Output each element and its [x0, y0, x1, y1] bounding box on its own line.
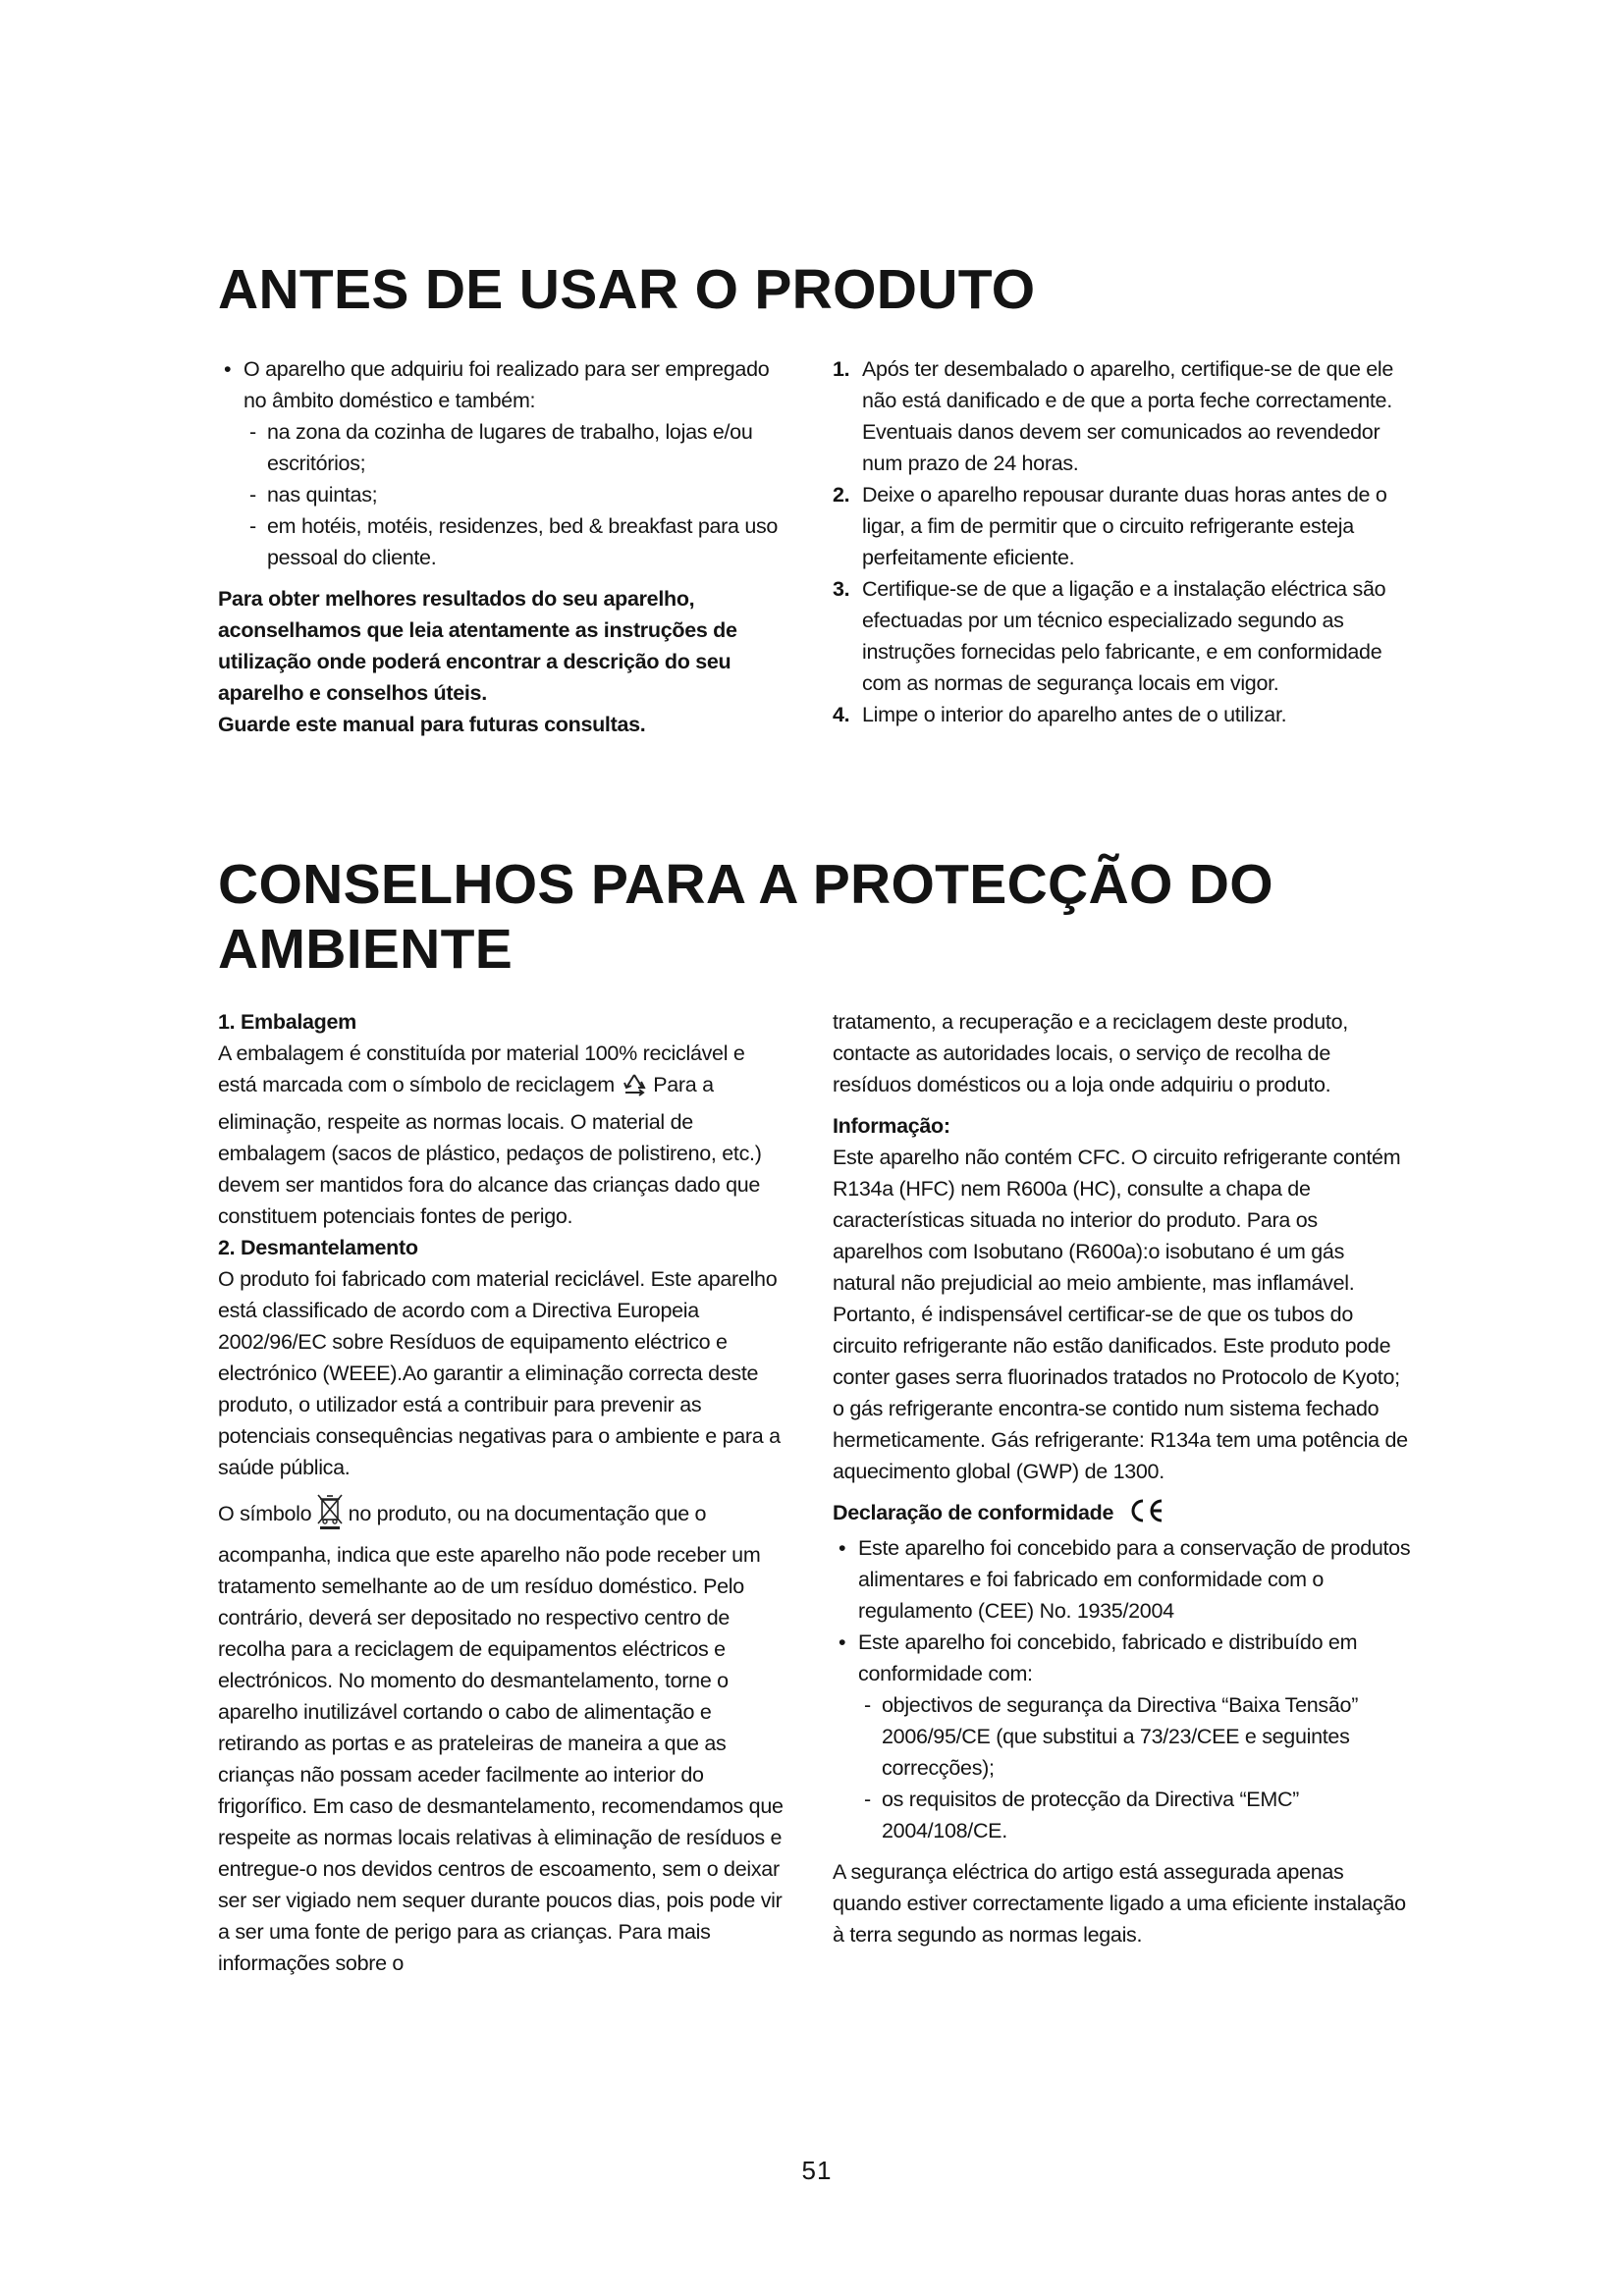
- step-number: 4.: [833, 703, 850, 726]
- dismantling-paragraph: O produto foi fabricado com material reciclável. Este aparelho está classificado de acordo com a Directiva Europeia 2002/96/EC sobre Resíduos de equipamento eléctrico e electrónico (WEEE).Ao garantir a eliminação correcta deste produto, o utilizador está a contribuir para prevenir as potenciais consequências negativas para o ambiente e para a saúde pública.: [218, 1267, 781, 1479]
- conformity-sub-item: - objectivos de segurança da Directiva “Baixa Tensão” 2006/95/CE (que substitui a 73/23/CEE e seguintes correcções);: [858, 1689, 1412, 1784]
- crossed-bin-icon: [317, 1493, 343, 1539]
- weee-text-start: O símbolo: [218, 1502, 312, 1525]
- section1-left-column: [218, 353, 787, 740]
- conformity-heading: Declaração de conformidade: [833, 1501, 1114, 1524]
- section2-right-column: [833, 1006, 1412, 1950]
- info-heading: Informação:: [833, 1114, 950, 1138]
- usage-sub-item: - em hotéis, motéis, residenzes, bed & breakfast para uso pessoal do cliente.: [244, 510, 787, 573]
- usage-intro: • O aparelho que adquiriu foi realizado para ser empregado no âmbito doméstico e também:: [244, 357, 770, 412]
- step-text: Certifique-se de que a ligação e a instalação eléctrica são efectuadas por um técnico especializado segundo as instruções fornecidas pelo fabricante, e em conformidade com as normas de segurança locais em vigor.: [862, 577, 1386, 695]
- conformity-sub-item: - os requisitos de protecção da Directiva “EMC” 2004/108/CE.: [858, 1784, 1412, 1846]
- step-text: Deixe o aparelho repousar durante duas horas antes de o ligar, a fim de permitir que o circuito refrigerante esteja perfeitamente eficiente.: [862, 483, 1387, 569]
- conformity-bullet: • Este aparelho foi concebido para a conservação de produtos alimentares e foi fabricado em conformidade com o regulamento (CEE) No. 1935/2004: [833, 1532, 1412, 1627]
- step-number: 2.: [833, 483, 850, 507]
- step-item: [833, 573, 1412, 699]
- continuation-paragraph: tratamento, a recuperação e a reciclagem deste produto, contacte as autoridades locais, o serviço de recolha de resíduos domésticos ou a loja onde adquiriu o produto.: [833, 1010, 1348, 1096]
- recycle-icon: [621, 1072, 648, 1106]
- electrical-safety-paragraph: A segurança eléctrica do artigo está assegurada apenas quando estiver correctamente ligado a uma eficiente instalação à terra segundo as normas legais.: [833, 1860, 1406, 1947]
- usage-sub-item: - nas quintas;: [244, 479, 787, 510]
- packaging-paragraph: [218, 1038, 787, 1232]
- packaging-text-start: A embalagem é constituída por material 100% reciclável e está marcada com o símbolo de reciclagem: [218, 1041, 745, 1096]
- section2-left-column: [218, 1006, 787, 1979]
- conformity-bullet-text: • Este aparelho foi concebido, fabricado e distribuído em conformidade com:: [858, 1630, 1358, 1685]
- usage-bullet: [218, 353, 787, 573]
- step-item: [833, 699, 1412, 730]
- weee-paragraph: [218, 1493, 787, 1979]
- page-number: 51: [801, 2156, 833, 2185]
- section-title-before-use: ANTES DE USAR O PRODUTO: [218, 258, 1036, 321]
- section-title-environment: CONSELHOS PARA A PROTECÇÃO DO AMBIENTE: [218, 853, 1273, 981]
- step-text: Limpe o interior do aparelho antes de o utilizar.: [862, 703, 1287, 726]
- step-text: Após ter desembalado o aparelho, certifique-se de que ele não está danificado e de que a porta feche correctamente. Eventuais danos devem ser comunicados ao revendedor num prazo de 24 horas.: [862, 357, 1394, 475]
- packaging-heading: 1. Embalagem: [218, 1010, 356, 1034]
- conformity-heading-line: [833, 1497, 1412, 1532]
- ce-mark-icon: [1127, 1498, 1166, 1532]
- dismantling-heading: 2. Desmantelamento: [218, 1236, 418, 1259]
- usage-sub-item: - na zona da cozinha de lugares de trabalho, lojas e/ou escritórios;: [244, 416, 787, 479]
- info-paragraph: Este aparelho não contém CFC. O circuito refrigerante contém R134a (HFC) nem R600a (HC), consulte a chapa de características situada no interior do produto. Para os aparelhos com Isobutano (R600a):o isobutano é um gás natural não prejudicial ao meio ambiente, mas inflamável. Portanto, é indispensável certificar-se de que os tubos do circuito refrigerante não estão danificados. Este produto pode conter gases serra fluorinados tratados no Protocolo de Kyoto; o gás refrigerante encontra-se contido num sistema fechado hermeticamente. Gás refrigerante: R134a tem uma potência de aquecimento global (GWP) de 1300.: [833, 1146, 1408, 1483]
- weee-text-end: no produto, ou na documentação que o acompanha, indica que este aparelho não pode receber um tratamento semelhante ao de um resíduo doméstico. Pelo contrário, deverá ser depositado no respectivo centro de recolha para a reciclagem de equipamentos eléctricos e electrónicos. No momento do desmantelamento, torne o aparelho inutilizável cortando o cabo de alimentação e retirando as portas e as prateleiras de maneira a que as crianças não possam aceder facilmente ao interior do frigorífico. Em caso de desmantelamento, recomendamos que respeite as normas locais relativas à eliminação de resíduos e entregue-o nos devidos centros de escoamento, sem o deixar ser ser vigiado nem sequer durante poucos dias, pois pode vir a ser uma fonte de perigo para as crianças. Para mais informações sobre o: [218, 1502, 784, 1975]
- step-number: 1.: [833, 357, 850, 381]
- step-number: 3.: [833, 577, 850, 601]
- step-item: [833, 353, 1412, 479]
- keep-manual-note: Guarde este manual para futuras consultas.: [218, 713, 646, 736]
- packaging-text-end: Para a eliminação, respeite as normas locais. O material de embalagem (sacos de plástico, pedaços de polistireno, etc.) devem ser mantidos fora do alcance das crianças dado que constituem potenciais fontes de perigo.: [218, 1073, 762, 1228]
- step-item: [833, 479, 1412, 573]
- advice-note: Para obter melhores resultados do seu aparelho, aconselhamos que leia atentamente as instruções de utilização onde poderá encontrar a descrição do seu aparelho e conselhos úteis.: [218, 587, 737, 705]
- conformity-bullet: [833, 1627, 1412, 1846]
- section1-right-column: [833, 353, 1412, 730]
